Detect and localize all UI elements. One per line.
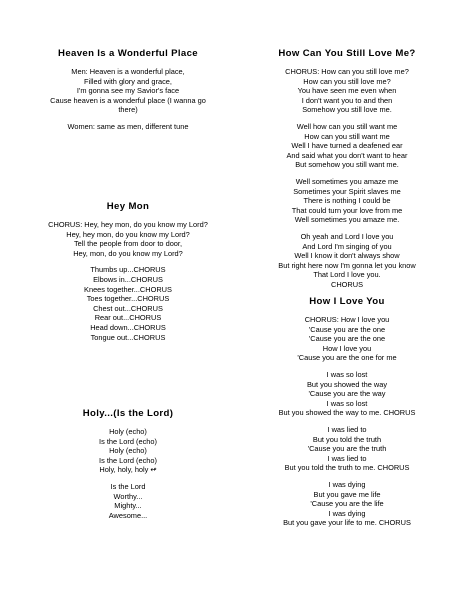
lyric-line: Well how can you still want me [296, 121, 398, 131]
lyric-line: You have seen me even when [297, 86, 397, 96]
lyric-line: Head down...CHORUS [90, 322, 166, 332]
lyric-line: Men: Heaven is a wonderful place, [71, 67, 185, 76]
song-title: Heaven Is a Wonderful Place [58, 48, 198, 59]
stanza [18, 122, 238, 132]
lyric-line: CHORUS: How I love you [304, 315, 390, 324]
stanza [18, 67, 238, 115]
song-title: Hey Mon [106, 201, 150, 212]
lyric-line: 'Cause you are the life [310, 499, 384, 509]
lyric-line: But you told the truth [312, 434, 382, 444]
lyric-line: Well sometimes you amaze me [295, 176, 399, 186]
lyric-line: Well I have turned a deafened ear [291, 141, 403, 151]
song-lyrics [240, 315, 454, 528]
lyric-line: How can you still love me? [303, 76, 391, 86]
lyric-line: CHORUS: How can you still love me? [285, 67, 409, 76]
song-hey-mon [18, 201, 238, 349]
lyric-line: Holy, holy, holy ↫ [99, 465, 157, 475]
song-lyrics [18, 67, 238, 132]
stanza [240, 232, 454, 290]
lyric-line: But you showed the way to me. CHORUS [278, 408, 416, 418]
lyric-line: Holy (echo) [109, 427, 147, 436]
song-heaven [18, 48, 238, 139]
lyric-line: 'Cause you are the way [308, 389, 386, 399]
stanza [240, 370, 454, 418]
lyric-line: Mighty... [114, 501, 142, 511]
lyric-line: I don't want you to and then [301, 95, 393, 105]
right-column [240, 0, 454, 613]
song-how-i-love-you [240, 296, 454, 535]
lyric-line: I was so lost [326, 398, 368, 408]
lyric-line: Is the Lord (echo) [99, 455, 157, 465]
lyric-line: But you showed the way [306, 379, 388, 389]
lyric-line: But you gave your life to me. CHORUS [283, 518, 411, 528]
stanza [18, 427, 238, 475]
lyric-line: Well sometimes you amaze me. [294, 215, 400, 225]
lyric-line: Sometimes your Spirit slaves me [293, 186, 401, 196]
lyric-line: I was lied to [327, 424, 367, 434]
song-lyrics [240, 67, 454, 289]
stanza [18, 265, 238, 342]
lyric-line: There is nothing I could be [303, 196, 391, 206]
lyric-line: I was so lost [326, 369, 368, 379]
lyric-line: And said what you don't want to hear [286, 150, 408, 160]
stanza [240, 480, 454, 528]
song-lyrics [18, 427, 238, 520]
lyric-line: I was lied to [327, 453, 367, 463]
lyric-line: Women: same as men, different tune [67, 121, 189, 131]
lyric-line: there) [118, 105, 138, 115]
lyric-line: But right here now I'm gonna let you know [278, 260, 416, 270]
lyric-line: Thumbs up...CHORUS [90, 265, 166, 275]
lyric-line: 'Cause you are the one for me [297, 353, 397, 363]
song-lyrics [18, 220, 238, 342]
lyric-line: Tell the people from door to door, [73, 239, 183, 249]
lyric-line: Is the Lord [110, 481, 146, 491]
song-holy [18, 408, 238, 527]
lyric-line: Knees together...CHORUS [84, 284, 172, 294]
lyric-line: 'Cause you are the truth [307, 444, 387, 454]
lyric-line: How can you still want me [304, 131, 390, 141]
lyric-line: That Lord I love you. [313, 270, 381, 280]
lyric-line: Worthy... [113, 491, 143, 501]
lyric-line: Awesome... [108, 510, 148, 520]
song-title: How I Love You [309, 296, 385, 307]
lyric-line: Toes together...CHORUS [86, 294, 170, 304]
song-title: Holy...(Is the Lord) [82, 408, 174, 419]
lyric-line: Rear out...CHORUS [94, 313, 162, 323]
lyric-line: I'm gonna see my Savior's face [76, 86, 180, 96]
lyric-line: And Lord I'm singing of you [302, 241, 392, 251]
stanza [240, 67, 454, 115]
lyric-line: That could turn your love from me [291, 205, 403, 215]
lyric-line: I was dying [328, 479, 366, 489]
lyric-line: Tongue out...CHORUS [90, 332, 166, 342]
lyric-line: Holy (echo) [109, 446, 147, 456]
lyric-line: How I love you [322, 343, 372, 353]
song-how-can-you-still-love-me [240, 48, 454, 296]
stanza [240, 177, 454, 225]
lyric-line: Well I know it don't always show [294, 251, 400, 261]
lyric-line: Elbows in...CHORUS [93, 274, 163, 284]
lyric-line: Hey, hey mon, do you know my Lord? [66, 229, 190, 239]
lyric-line: Oh yeah and Lord I love you [300, 231, 394, 241]
stanza [240, 315, 454, 363]
lyric-line: Chest out...CHORUS [93, 303, 163, 313]
lyric-line: Hey, mon, do you know my Lord? [73, 248, 183, 258]
lyric-line: Somehow you still love me. [302, 105, 392, 115]
lyric-line: I was dying [328, 508, 366, 518]
lyric-line: Is the Lord (echo) [99, 436, 157, 446]
stanza [240, 122, 454, 170]
song-title: How Can You Still Love Me? [278, 48, 416, 59]
lyric-line: CHORUS: Hey, hey mon, do you know my Lord? [48, 220, 208, 229]
left-column [18, 0, 238, 613]
lyric-line: Cause heaven is a wonderful place (I wanna go [50, 95, 206, 105]
lyric-line: 'Cause you are the one [308, 324, 386, 334]
stanza [18, 220, 238, 258]
stanza [18, 482, 238, 520]
lyric-line: But you told the truth to me. CHORUS [284, 463, 410, 473]
lyric-line: But you gave me life [313, 489, 381, 499]
lyric-line: But somehow you still want me. [295, 160, 399, 170]
lyric-line: Filled with glory and grace, [84, 76, 172, 86]
lyric-line: 'Cause you are the one [308, 334, 386, 344]
lyric-line: CHORUS [330, 279, 364, 289]
stanza [240, 425, 454, 473]
